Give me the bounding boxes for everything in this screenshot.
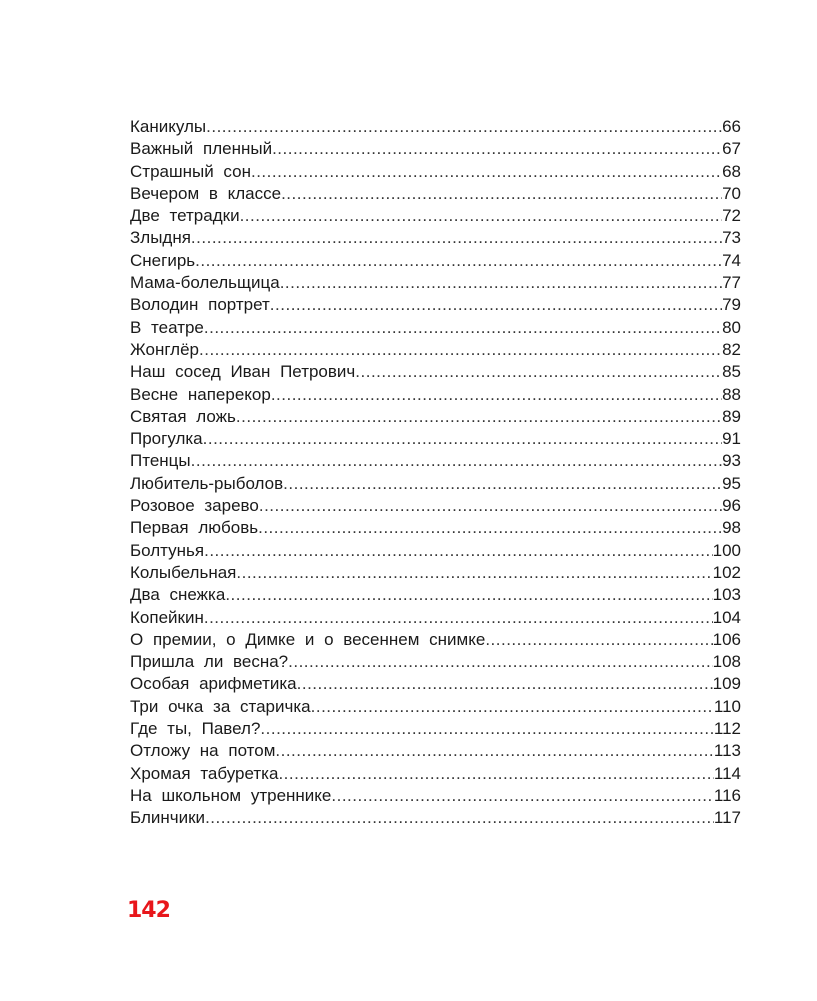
toc-entry-page: 109 xyxy=(712,674,741,694)
toc-entry-title: Два снежка xyxy=(130,585,226,605)
toc-entry xyxy=(130,495,741,517)
dot-leader xyxy=(203,428,722,450)
dot-leader xyxy=(331,785,714,807)
toc-entry-page: 108 xyxy=(712,652,741,672)
toc-entry xyxy=(130,116,741,138)
toc-entry xyxy=(130,807,741,829)
toc-entry-page: 114 xyxy=(713,763,741,783)
dot-leader xyxy=(191,450,722,472)
toc-entry xyxy=(130,138,741,160)
toc-entry-page: 82 xyxy=(722,339,741,359)
dot-leader xyxy=(191,227,722,249)
toc-entry-title: Каникулы xyxy=(130,117,207,136)
dot-leader xyxy=(355,361,722,383)
toc-entry-page: 116 xyxy=(713,785,741,805)
toc-entry xyxy=(130,227,741,249)
toc-entry-title: Прогулка xyxy=(130,429,203,449)
toc-entry xyxy=(130,718,741,740)
toc-entry-page: 88 xyxy=(722,384,741,404)
table-of-contents xyxy=(130,116,741,830)
toc-entry-title: Три очка за старичка xyxy=(130,696,311,716)
dot-leader xyxy=(311,696,714,718)
toc-entry xyxy=(130,250,741,272)
toc-entry-page: 93 xyxy=(722,451,741,471)
toc-entry-title: Володин портрет xyxy=(130,295,270,315)
dot-leader xyxy=(258,517,722,539)
toc-entry xyxy=(130,740,741,762)
toc-entry xyxy=(130,205,741,227)
toc-entry-page: 104 xyxy=(712,607,741,627)
dot-leader xyxy=(204,607,713,629)
toc-entry xyxy=(130,607,741,629)
toc-entry xyxy=(130,651,741,673)
toc-entry-title: Особая арифметика xyxy=(130,674,297,694)
toc-entry-page: 100 xyxy=(712,540,741,560)
dot-leader xyxy=(485,629,712,651)
toc-entry xyxy=(130,517,741,539)
dot-leader xyxy=(204,540,713,562)
toc-entry-title: Болтунья xyxy=(130,540,205,560)
dot-leader xyxy=(204,317,722,339)
toc-entry xyxy=(130,763,741,785)
toc-entry-page: 80 xyxy=(722,317,741,337)
toc-entry-page: 98 xyxy=(722,518,741,538)
dot-leader xyxy=(236,562,712,584)
toc-entry xyxy=(130,584,741,606)
toc-entry xyxy=(130,673,741,695)
dot-leader xyxy=(205,807,714,829)
dot-leader xyxy=(288,651,712,673)
dot-leader xyxy=(199,339,722,361)
toc-entry-page: 103 xyxy=(712,585,741,605)
toc-entry-page: 102 xyxy=(712,562,741,582)
toc-entry-title: Снегирь xyxy=(130,250,196,270)
toc-entry-page: 96 xyxy=(722,496,741,516)
toc-entry-page: 91 xyxy=(722,429,741,449)
toc-entry-title: Любитель-рыболов xyxy=(130,473,284,493)
dot-leader xyxy=(206,116,722,138)
dot-leader xyxy=(260,718,713,740)
toc-entry-title: Жонглёр xyxy=(130,339,200,359)
toc-entry-title: Святая ложь xyxy=(130,406,236,426)
toc-entry-title: На школьном утреннике xyxy=(130,785,332,805)
toc-entry-title: Весне наперекор xyxy=(130,384,271,404)
dot-leader xyxy=(195,250,722,272)
page-number: 142 xyxy=(127,898,170,923)
dot-leader xyxy=(280,272,722,294)
toc-entry-title: Колыбельная xyxy=(130,562,237,582)
toc-entry-title: Хромая табуретка xyxy=(130,763,279,783)
toc-entry xyxy=(130,317,741,339)
toc-entry-title: Мама-болельщица xyxy=(130,273,280,293)
toc-entry xyxy=(130,473,741,495)
toc-entry xyxy=(130,161,741,183)
toc-entry-page: 106 xyxy=(712,629,741,649)
toc-entry-page: 79 xyxy=(722,295,741,315)
toc-entry xyxy=(130,540,741,562)
toc-entry-page: 77 xyxy=(722,273,741,293)
toc-entry-page: 89 xyxy=(722,406,741,426)
dot-leader xyxy=(240,205,723,227)
dot-leader xyxy=(259,495,722,517)
toc-entry-page: 117 xyxy=(713,808,741,828)
toc-entry xyxy=(130,450,741,472)
toc-entry xyxy=(130,428,741,450)
toc-entry xyxy=(130,339,741,361)
toc-entry xyxy=(130,785,741,807)
dot-leader xyxy=(251,161,722,183)
toc-entry-title: Важный пленный xyxy=(130,139,273,159)
toc-entry xyxy=(130,406,741,428)
dot-leader xyxy=(275,740,714,762)
toc-entry-page: 68 xyxy=(722,161,741,181)
toc-entry-title: Отложу на потом xyxy=(130,741,276,761)
toc-entry-page: 67 xyxy=(722,139,741,159)
toc-entry-page: 85 xyxy=(722,362,741,382)
toc-entry-title: О премии, о Димке и о весеннем снимке xyxy=(130,629,486,649)
toc-entry-page: 95 xyxy=(722,473,741,493)
toc-entry-page: 112 xyxy=(713,719,741,739)
toc-entry-title: Вечером в классе xyxy=(130,183,282,203)
dot-leader xyxy=(271,384,722,406)
toc-entry-title: Копейкин xyxy=(130,607,204,627)
toc-entry-title: Страшный сон xyxy=(130,161,251,181)
toc-entry-page: 110 xyxy=(713,696,741,716)
toc-entry-title: Злыдня xyxy=(130,228,191,248)
toc-entry xyxy=(130,361,741,383)
toc-entry-title: Пришла ли весна? xyxy=(130,652,289,672)
dot-leader xyxy=(270,294,722,316)
toc-entry xyxy=(130,272,741,294)
toc-entry xyxy=(130,696,741,718)
dot-leader xyxy=(272,138,722,160)
dot-leader xyxy=(278,763,713,785)
toc-entry-page: 70 xyxy=(722,183,741,203)
dot-leader xyxy=(297,673,713,695)
dot-leader xyxy=(236,406,722,428)
toc-entry xyxy=(130,562,741,584)
toc-entry xyxy=(130,629,741,651)
toc-entry-title: В театре xyxy=(130,317,204,337)
toc-entry-page: 72 xyxy=(722,206,741,226)
toc-entry xyxy=(130,183,741,205)
dot-leader xyxy=(225,584,712,606)
toc-entry-page: 74 xyxy=(722,250,741,270)
toc-entry-title: Две тетрадки xyxy=(130,206,240,226)
dot-leader xyxy=(283,473,722,495)
dot-leader xyxy=(281,183,722,205)
toc-entry-title: Первая любовь xyxy=(130,518,259,538)
toc-entry-title: Блинчики xyxy=(130,808,206,828)
toc-entry-page: 73 xyxy=(722,228,741,248)
toc-entry xyxy=(130,294,741,316)
toc-entry xyxy=(130,384,741,406)
toc-entry-title: Где ты, Павел? xyxy=(130,719,261,739)
toc-entry-title: Розовое зарево xyxy=(130,496,259,516)
toc-entry-title: Птенцы xyxy=(130,451,191,471)
toc-entry-title: Наш сосед Иван Петрович xyxy=(130,362,356,382)
toc-entry-page: 66 xyxy=(722,117,741,136)
toc-entry-page: 113 xyxy=(713,741,741,761)
